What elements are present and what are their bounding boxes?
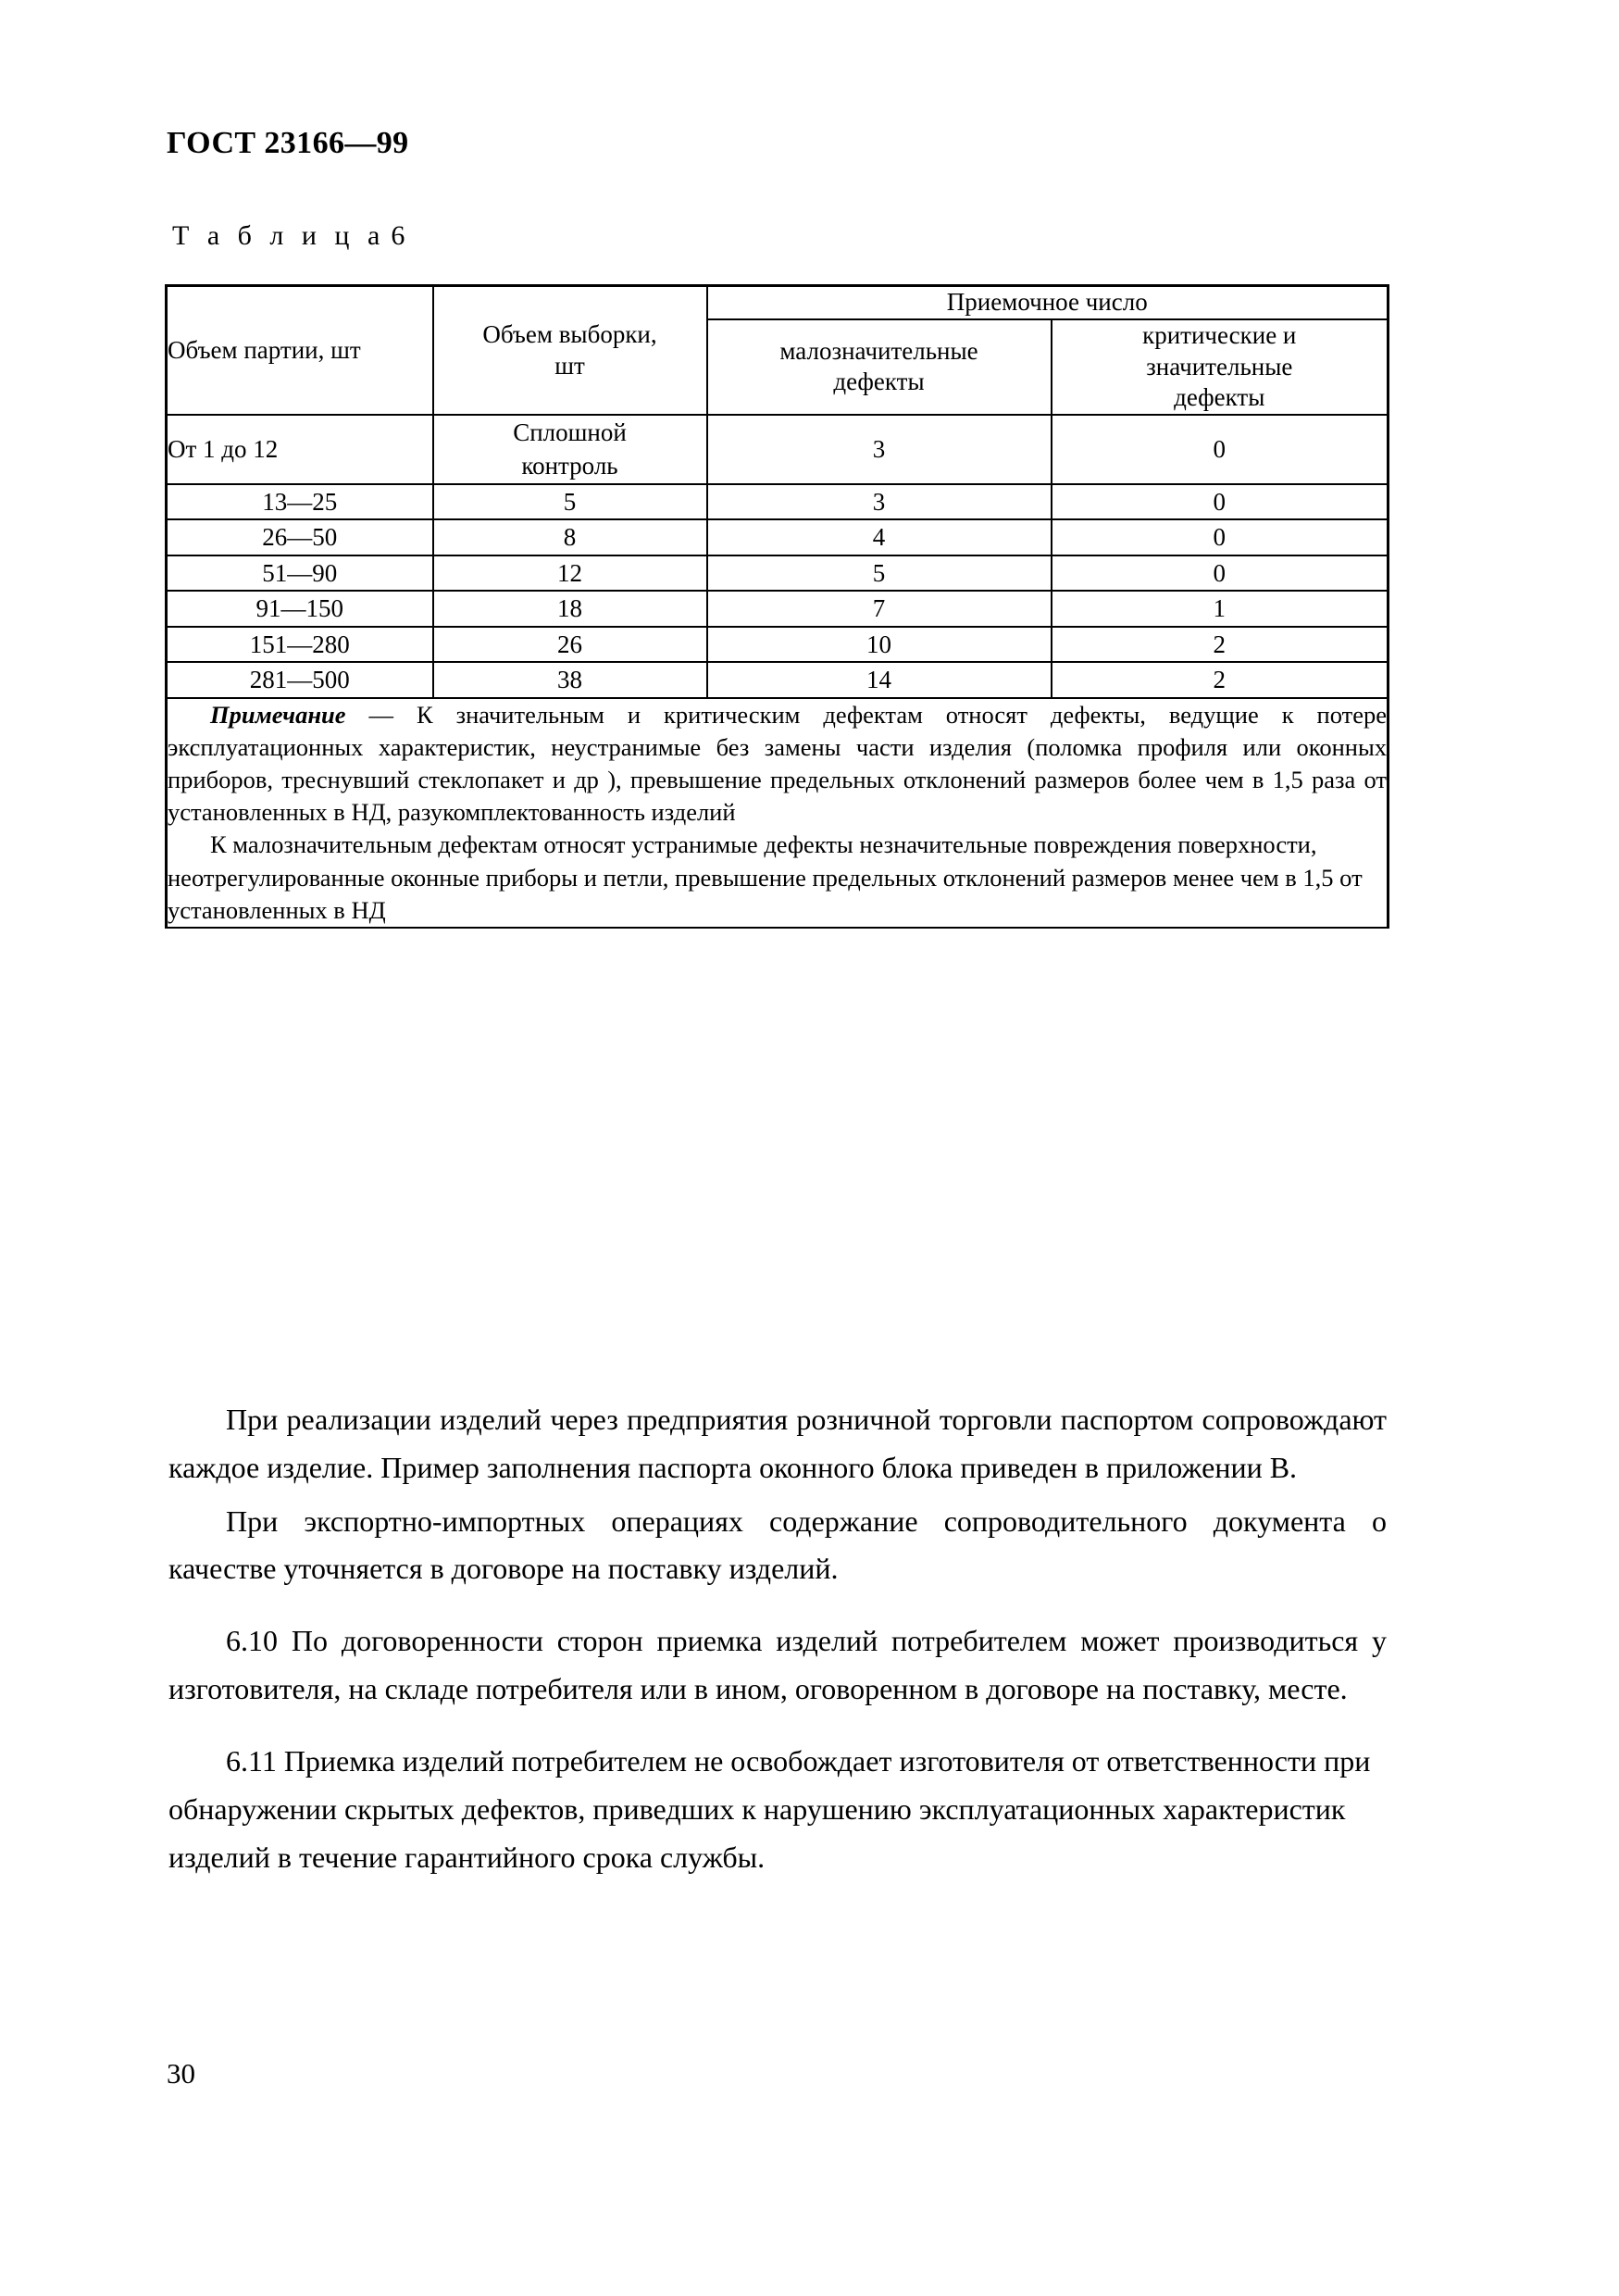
cell-minor-defects: 10 <box>707 627 1052 662</box>
cell-critical-defects: 0 <box>1052 484 1389 519</box>
table-row <box>167 591 1389 626</box>
cell-critical-defects: 1 <box>1052 591 1389 626</box>
cell-critical-defects: 2 <box>1052 627 1389 662</box>
body-paragraph-clause-6-11: 6.11 Приемка изделий потребителем не освобождает изготовителя от ответственности при обнаружении скрытых дефектов, приведших к нарушению эксплуатационных характеристик изделий в течение гарантийного срока службы. <box>168 1743 1371 1874</box>
table-caption-label: Т а б л и ц а <box>172 220 386 251</box>
note-term: Примечание <box>210 700 346 729</box>
page-number: 30 <box>167 2057 195 2090</box>
table-caption-number: 6 <box>391 220 405 251</box>
cell-sample-volume-line2: контроль <box>521 452 618 480</box>
cell-sample-volume: 8 <box>433 519 707 555</box>
cell-sample-volume <box>433 415 707 484</box>
cell-lot-volume: 151—280 <box>167 627 433 662</box>
body-paragraph-clause-6-10: 6.10 По договоренности сторон приемка изделий потребителем может производиться у изготовителя, на складе потребителя или в ином, оговоренном в договоре на поставку, месте. <box>168 1624 1387 1706</box>
cell-minor-defects: 3 <box>707 415 1052 484</box>
header-lot-volume: Объем партии, шт <box>167 286 433 416</box>
cell-sample-volume: 5 <box>433 484 707 519</box>
table-row <box>167 484 1389 519</box>
table-note <box>167 698 1389 929</box>
header-minor-defects-line2: дефекты <box>833 368 925 396</box>
note-paragraph-1 <box>168 699 1387 830</box>
cell-sample-volume-line1: Сплошной <box>513 418 627 446</box>
table-head <box>167 286 1389 416</box>
cell-lot-volume: 13—25 <box>167 484 433 519</box>
header-minor-defects <box>707 319 1052 415</box>
cell-lot-volume: От 1 до 12 <box>167 415 433 484</box>
cell-critical-defects: 2 <box>1052 662 1389 697</box>
cell-sample-volume: 26 <box>433 627 707 662</box>
table-6-container <box>165 284 1387 929</box>
table-body <box>167 415 1389 928</box>
header-minor-defects-line1: малозначительные <box>779 336 978 365</box>
table-note-row <box>167 698 1389 929</box>
header-row-1 <box>167 286 1389 319</box>
acceptance-table <box>165 284 1389 929</box>
header-critical-defects <box>1052 319 1389 415</box>
cell-minor-defects: 14 <box>707 662 1052 697</box>
header-acceptance-number: Приемочное число <box>707 286 1389 319</box>
cell-lot-volume: 51—90 <box>167 555 433 591</box>
cell-minor-defects: 5 <box>707 555 1052 591</box>
cell-lot-volume: 26—50 <box>167 519 433 555</box>
body-paragraph-1: При реализации изделий через предприятия розничной торговли паспортом сопровождают каждое изделие. Пример заполнения паспорта оконного блока приведен в приложении В. <box>168 1403 1387 1484</box>
table-row <box>167 555 1389 591</box>
header-sample-volume-line1: Объем выборки, <box>482 319 657 348</box>
cell-sample-volume: 18 <box>433 591 707 626</box>
table-caption <box>172 220 405 252</box>
table-row <box>167 662 1389 697</box>
cell-lot-volume: 91—150 <box>167 591 433 626</box>
cell-critical-defects: 0 <box>1052 555 1389 591</box>
cell-minor-defects: 7 <box>707 591 1052 626</box>
cell-minor-defects: 3 <box>707 484 1052 519</box>
standard-number-header: ГОСТ 23166—99 <box>167 126 409 160</box>
cell-sample-volume: 12 <box>433 555 707 591</box>
header-critical-defects-line2: значительные <box>1146 352 1293 381</box>
cell-sample-volume: 38 <box>433 662 707 697</box>
cell-critical-defects: 0 <box>1052 519 1389 555</box>
header-critical-defects-line3: дефекты <box>1174 383 1265 412</box>
table-row <box>167 415 1389 484</box>
body-text-block <box>168 1396 1387 1881</box>
note-paragraph-2: К малозначительным дефектам относят устранимые дефекты незначительные повреждения поверхности, неотрегулированные оконные приборы и петли, превышение предельных отклонений размеров менее чем в 1,5 от установленных в НД <box>168 830 1363 924</box>
header-sample-volume <box>433 286 707 416</box>
note-paragraph-1-text: — К значительным и критическим дефектам относят дефекты, ведущие к потере эксплуатационных характеристик, неустранимые без замены части изделия (поломка профиля или оконных приборов, треснувший стеклопакет и др ), превышение предельных отклонений размеров более чем в 1,5 раза от установленных в НД, разукомплектованность изделий <box>168 700 1387 827</box>
body-paragraph-2: При экспортно-импортных операциях содержание сопроводительного документа о качестве уточняется в договоре на поставку изделий. <box>168 1504 1387 1586</box>
header-sample-volume-line2: шт <box>554 351 585 380</box>
header-critical-defects-line1: критические и <box>1142 320 1297 349</box>
cell-lot-volume: 281—500 <box>167 662 433 697</box>
table-row <box>167 627 1389 662</box>
cell-critical-defects: 0 <box>1052 415 1389 484</box>
cell-minor-defects: 4 <box>707 519 1052 555</box>
table-row <box>167 519 1389 555</box>
